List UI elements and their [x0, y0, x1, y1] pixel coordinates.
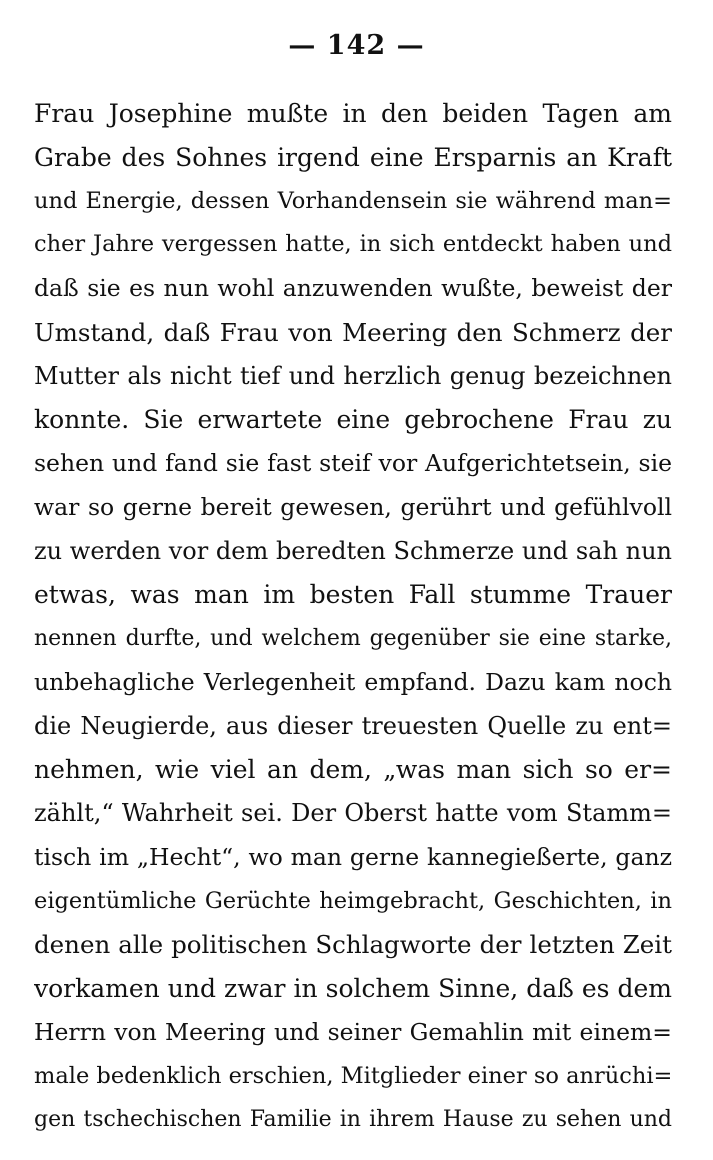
text-line: gen tschechischen Familie in ihrem Hause zu sehen und — [34, 1107, 672, 1133]
text-line: daß sie es nun wohl anzuwenden wußte, beweist der — [34, 274, 672, 302]
text-line: Grabe des Sohnes irgend eine Ersparnis an Kraft — [34, 142, 672, 172]
text-line: war so gerne bereit gewesen, gerührt und gefühlvoll — [34, 492, 672, 521]
text-line: eigentümliche Gerüchte heimgebracht, Geschichten, in — [34, 887, 672, 914]
body-text — [34, 92, 672, 1142]
text-line: nennen durfte, und welchem gegenüber sie eine starke, — [34, 626, 672, 651]
text-line: nehmen, wie viel an dem, „was man sich so er= — [34, 755, 672, 785]
text-line: cher Jahre vergessen hatte, in sich entdeckt haben und — [34, 231, 672, 258]
text-line: zählt,“ Wahrheit sei. Der Oberst hatte vom Stamm= — [34, 799, 672, 827]
text-line: Mutter als nicht tief und herzlich genug bezeichnen — [34, 361, 672, 390]
text-line: und Energie, dessen Vorhandensein sie während man= — [34, 187, 672, 214]
text-line: Umstand, daß Frau von Meering den Schmerz der — [34, 317, 672, 347]
text-line: zu werden vor dem beredten Schmerze und sah nun — [34, 536, 672, 565]
text-line: unbehagliche Verlegenheit empfand. Dazu kam noch — [34, 667, 672, 696]
text-line: etwas, was man im besten Fall stumme Trauer — [34, 580, 672, 610]
text-line: die Neugierde, aus dieser treuesten Quelle zu ent= — [34, 711, 672, 740]
text-line: male bedenklich erschien, Mitglieder einer so anrüchi= — [34, 1062, 672, 1089]
text-line: vorkamen und zwar in solchem Sinne, daß es dem — [34, 974, 672, 1003]
text-line: konnte. Sie erwartete eine gebrochene Frau zu — [34, 405, 672, 435]
text-line: Frau Josephine mußte in den beiden Tagen am — [34, 99, 672, 128]
text-line: sehen und fand sie fast steif vor Aufgerichtetsein, sie — [34, 449, 672, 477]
page-number: — 142 — — [288, 30, 425, 61]
text-line: Herrn von Meering und seiner Gemahlin mit einem= — [34, 1017, 672, 1046]
text-line: denen alle politischen Schlagworte der letzten Zeit — [34, 930, 672, 960]
text-line: tisch im „Hecht“, wo man gerne kannegießerte, ganz — [34, 842, 672, 871]
